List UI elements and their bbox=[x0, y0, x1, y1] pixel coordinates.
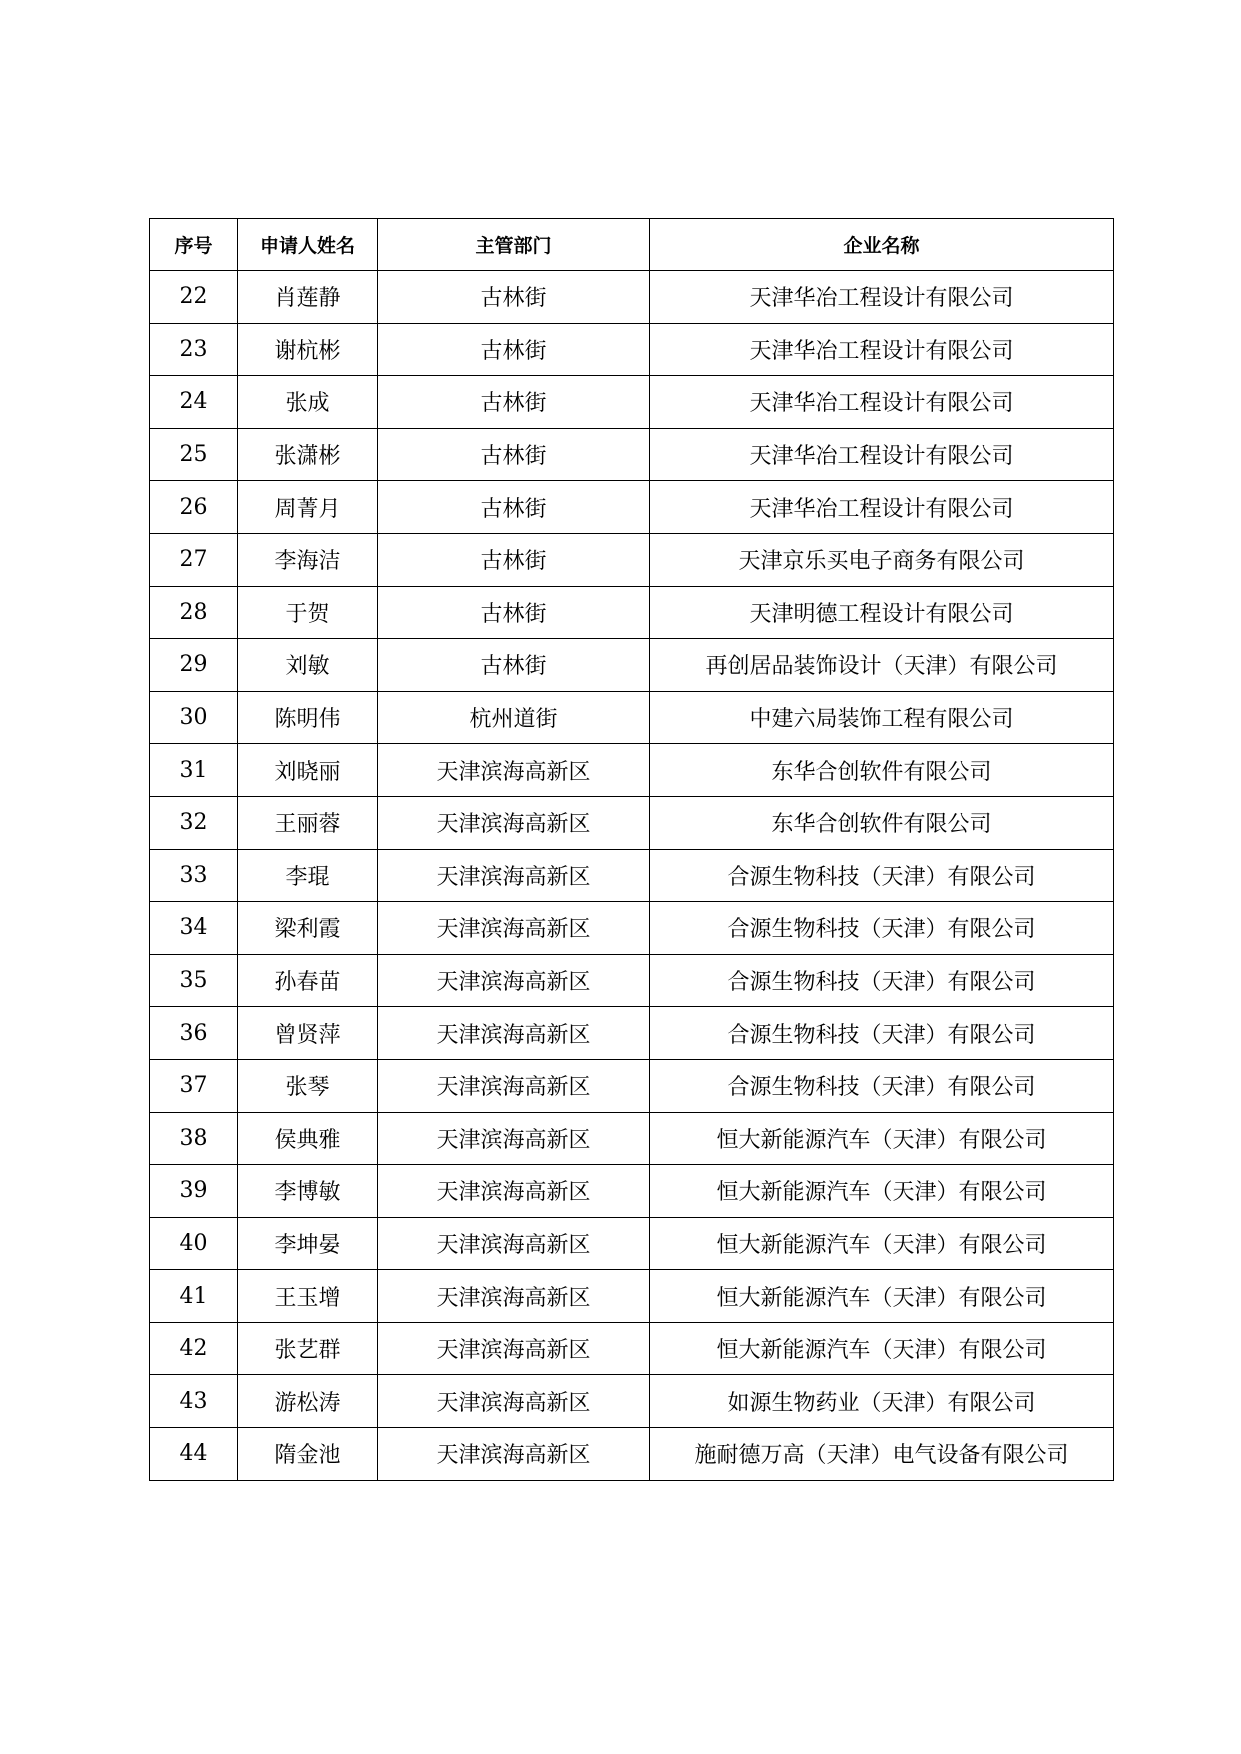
cell-department: 天津滨海高新区 bbox=[378, 1322, 650, 1375]
cell-serial-number: 32 bbox=[150, 796, 238, 849]
table-row bbox=[150, 902, 1114, 955]
table-row bbox=[150, 481, 1114, 534]
cell-applicant-name: 张琴 bbox=[238, 1059, 378, 1112]
table-row bbox=[150, 271, 1114, 324]
cell-serial-number: 33 bbox=[150, 849, 238, 902]
header-applicant-name: 申请人姓名 bbox=[238, 219, 378, 271]
cell-company: 东华合创软件有限公司 bbox=[650, 796, 1114, 849]
cell-company: 东华合创软件有限公司 bbox=[650, 744, 1114, 797]
table-row bbox=[150, 1217, 1114, 1270]
cell-department: 天津滨海高新区 bbox=[378, 849, 650, 902]
cell-department: 天津滨海高新区 bbox=[378, 1112, 650, 1165]
cell-department: 古林街 bbox=[378, 376, 650, 429]
table-row bbox=[150, 428, 1114, 481]
cell-serial-number: 25 bbox=[150, 428, 238, 481]
cell-applicant-name: 于贺 bbox=[238, 586, 378, 639]
cell-company: 再创居品装饰设计（天津）有限公司 bbox=[650, 639, 1114, 692]
cell-department: 天津滨海高新区 bbox=[378, 744, 650, 797]
cell-applicant-name: 曾贤萍 bbox=[238, 1007, 378, 1060]
cell-company: 恒大新能源汽车（天津）有限公司 bbox=[650, 1217, 1114, 1270]
cell-company: 恒大新能源汽车（天津）有限公司 bbox=[650, 1165, 1114, 1218]
cell-department: 天津滨海高新区 bbox=[378, 1375, 650, 1428]
cell-department: 古林街 bbox=[378, 428, 650, 481]
cell-company: 天津华冶工程设计有限公司 bbox=[650, 271, 1114, 324]
cell-company: 恒大新能源汽车（天津）有限公司 bbox=[650, 1270, 1114, 1323]
cell-applicant-name: 王玉增 bbox=[238, 1270, 378, 1323]
cell-department: 天津滨海高新区 bbox=[378, 1165, 650, 1218]
cell-serial-number: 28 bbox=[150, 586, 238, 639]
table-row bbox=[150, 376, 1114, 429]
cell-serial-number: 27 bbox=[150, 533, 238, 586]
cell-department: 天津滨海高新区 bbox=[378, 1007, 650, 1060]
table-row bbox=[150, 744, 1114, 797]
cell-applicant-name: 李海洁 bbox=[238, 533, 378, 586]
cell-department: 天津滨海高新区 bbox=[378, 1217, 650, 1270]
table-row bbox=[150, 796, 1114, 849]
table-row bbox=[150, 323, 1114, 376]
cell-serial-number: 35 bbox=[150, 954, 238, 1007]
cell-department: 天津滨海高新区 bbox=[378, 796, 650, 849]
table-row bbox=[150, 1270, 1114, 1323]
header-department: 主管部门 bbox=[378, 219, 650, 271]
cell-company: 天津华冶工程设计有限公司 bbox=[650, 481, 1114, 534]
cell-company: 合源生物科技（天津）有限公司 bbox=[650, 902, 1114, 955]
cell-serial-number: 41 bbox=[150, 1270, 238, 1323]
cell-applicant-name: 周菁月 bbox=[238, 481, 378, 534]
cell-applicant-name: 王丽蓉 bbox=[238, 796, 378, 849]
cell-serial-number: 30 bbox=[150, 691, 238, 744]
cell-company: 施耐德万高（天津）电气设备有限公司 bbox=[650, 1428, 1114, 1481]
cell-department: 天津滨海高新区 bbox=[378, 1428, 650, 1481]
cell-department: 古林街 bbox=[378, 533, 650, 586]
table-row bbox=[150, 586, 1114, 639]
cell-serial-number: 23 bbox=[150, 323, 238, 376]
cell-applicant-name: 张成 bbox=[238, 376, 378, 429]
cell-applicant-name: 张潇彬 bbox=[238, 428, 378, 481]
cell-serial-number: 37 bbox=[150, 1059, 238, 1112]
cell-department: 杭州道街 bbox=[378, 691, 650, 744]
table-body bbox=[150, 271, 1114, 1481]
cell-department: 古林街 bbox=[378, 481, 650, 534]
cell-department: 古林街 bbox=[378, 586, 650, 639]
cell-serial-number: 24 bbox=[150, 376, 238, 429]
header-row bbox=[150, 219, 1114, 271]
table-row bbox=[150, 1375, 1114, 1428]
cell-applicant-name: 张艺群 bbox=[238, 1322, 378, 1375]
cell-serial-number: 34 bbox=[150, 902, 238, 955]
cell-company: 天津华冶工程设计有限公司 bbox=[650, 323, 1114, 376]
cell-company: 如源生物药业（天津）有限公司 bbox=[650, 1375, 1114, 1428]
cell-applicant-name: 梁利霞 bbox=[238, 902, 378, 955]
cell-department: 天津滨海高新区 bbox=[378, 954, 650, 1007]
cell-serial-number: 38 bbox=[150, 1112, 238, 1165]
cell-applicant-name: 李琨 bbox=[238, 849, 378, 902]
cell-applicant-name: 李坤晏 bbox=[238, 1217, 378, 1270]
cell-serial-number: 39 bbox=[150, 1165, 238, 1218]
table-row bbox=[150, 1007, 1114, 1060]
cell-company: 恒大新能源汽车（天津）有限公司 bbox=[650, 1322, 1114, 1375]
cell-applicant-name: 刘晓丽 bbox=[238, 744, 378, 797]
cell-applicant-name: 侯典雅 bbox=[238, 1112, 378, 1165]
cell-department: 天津滨海高新区 bbox=[378, 1059, 650, 1112]
table-row bbox=[150, 1322, 1114, 1375]
cell-applicant-name: 刘敏 bbox=[238, 639, 378, 692]
cell-applicant-name: 陈明伟 bbox=[238, 691, 378, 744]
cell-company: 合源生物科技（天津）有限公司 bbox=[650, 849, 1114, 902]
cell-serial-number: 31 bbox=[150, 744, 238, 797]
applicant-table bbox=[149, 218, 1114, 1481]
cell-department: 天津滨海高新区 bbox=[378, 1270, 650, 1323]
header-company: 企业名称 bbox=[650, 219, 1114, 271]
cell-applicant-name: 游松涛 bbox=[238, 1375, 378, 1428]
cell-serial-number: 29 bbox=[150, 639, 238, 692]
table-row bbox=[150, 533, 1114, 586]
cell-company: 天津京乐买电子商务有限公司 bbox=[650, 533, 1114, 586]
cell-applicant-name: 孙春苗 bbox=[238, 954, 378, 1007]
cell-applicant-name: 隋金池 bbox=[238, 1428, 378, 1481]
table-row bbox=[150, 1112, 1114, 1165]
cell-department: 古林街 bbox=[378, 639, 650, 692]
cell-company: 合源生物科技（天津）有限公司 bbox=[650, 954, 1114, 1007]
table-row bbox=[150, 1059, 1114, 1112]
cell-company: 恒大新能源汽车（天津）有限公司 bbox=[650, 1112, 1114, 1165]
cell-serial-number: 44 bbox=[150, 1428, 238, 1481]
cell-department: 古林街 bbox=[378, 271, 650, 324]
cell-company: 天津华冶工程设计有限公司 bbox=[650, 428, 1114, 481]
table-row bbox=[150, 954, 1114, 1007]
cell-applicant-name: 肖莲静 bbox=[238, 271, 378, 324]
cell-serial-number: 43 bbox=[150, 1375, 238, 1428]
table-row bbox=[150, 1165, 1114, 1218]
cell-applicant-name: 李博敏 bbox=[238, 1165, 378, 1218]
cell-company: 天津明德工程设计有限公司 bbox=[650, 586, 1114, 639]
cell-company: 中建六局装饰工程有限公司 bbox=[650, 691, 1114, 744]
cell-serial-number: 36 bbox=[150, 1007, 238, 1060]
header-serial-number: 序号 bbox=[150, 219, 238, 271]
cell-company: 合源生物科技（天津）有限公司 bbox=[650, 1007, 1114, 1060]
cell-applicant-name: 谢杭彬 bbox=[238, 323, 378, 376]
table-row bbox=[150, 1428, 1114, 1481]
cell-department: 古林街 bbox=[378, 323, 650, 376]
table-row bbox=[150, 849, 1114, 902]
cell-serial-number: 26 bbox=[150, 481, 238, 534]
table-row bbox=[150, 639, 1114, 692]
table-header bbox=[150, 219, 1114, 271]
cell-serial-number: 40 bbox=[150, 1217, 238, 1270]
cell-department: 天津滨海高新区 bbox=[378, 902, 650, 955]
cell-serial-number: 42 bbox=[150, 1322, 238, 1375]
cell-serial-number: 22 bbox=[150, 271, 238, 324]
cell-company: 天津华冶工程设计有限公司 bbox=[650, 376, 1114, 429]
table-row bbox=[150, 691, 1114, 744]
cell-company: 合源生物科技（天津）有限公司 bbox=[650, 1059, 1114, 1112]
